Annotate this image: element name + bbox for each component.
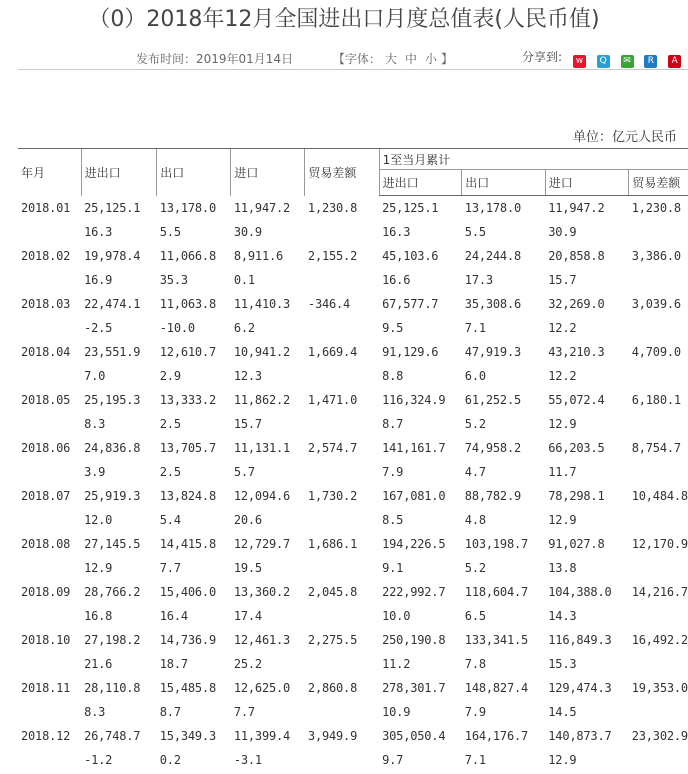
cum-balance-cell: 12,170.9: [631, 537, 688, 551]
cum-total-growth-cell: 10.0: [382, 609, 411, 623]
total-cell: 28,766.2: [84, 585, 141, 599]
balance-cell: -346.4: [307, 297, 351, 311]
import-cell: 10,941.2: [233, 345, 291, 359]
cum-export-growth-cell: 4.8: [464, 513, 486, 527]
share-bar: [522, 48, 681, 68]
import-growth-cell: 17.4: [233, 609, 262, 623]
cum-import-growth-cell: 15.7: [548, 273, 577, 287]
cum-import-cell: 91,027.8: [548, 537, 605, 551]
import-cell: 12,729.7: [233, 537, 291, 551]
cum-balance-cell: 3,386.0: [631, 249, 681, 263]
balance-cell: 2,860.8: [307, 681, 358, 695]
balance-cell: 1,669.4: [307, 345, 358, 359]
cum-export-growth-cell: 6.0: [464, 369, 486, 383]
cum-balance-cell: 4,709.0: [631, 345, 681, 359]
import-growth-cell: 20.6: [233, 513, 262, 527]
cum-import-growth-cell: 12.9: [548, 513, 577, 527]
cum-export-cell: 13,178.0: [464, 201, 521, 215]
export-growth-cell: 2.5: [159, 465, 181, 479]
cum-import-cell: 43,210.3: [548, 345, 605, 359]
cum-export-growth-cell: 5.5: [464, 225, 486, 239]
wechat-icon[interactable]: ✉: [621, 55, 634, 68]
cum-total-cell: 141,161.7: [382, 441, 446, 455]
import-growth-cell: -3.1: [233, 753, 262, 767]
export-growth-cell: 35.3: [159, 273, 188, 287]
cum-total-cell: 167,081.0: [382, 489, 446, 503]
cum-export-cell: 88,782.9: [464, 489, 521, 503]
total-growth-cell: 12.9: [84, 561, 113, 575]
table-row: [18, 340, 688, 364]
total-cell: 27,145.5: [84, 537, 141, 551]
total-cell: 26,748.7: [84, 729, 141, 743]
total-growth-cell: 16.9: [84, 273, 113, 287]
export-growth-cell: 8.7: [159, 705, 181, 719]
cum-import-growth-cell: 14.3: [548, 609, 577, 623]
total-cell: 25,919.3: [84, 489, 141, 503]
cum-import-cell: 116,849.3: [548, 633, 612, 647]
unit-label: 单位：亿元人民币: [573, 130, 678, 145]
cum-total-growth-cell: 16.6: [382, 273, 411, 287]
export-growth-cell: 0.2: [159, 753, 181, 767]
table-row: [18, 436, 688, 460]
font-size-small-link[interactable]: 小: [424, 52, 437, 66]
header-month: 年月: [18, 149, 81, 196]
header-row-1: [18, 149, 688, 170]
publish-date: 发布时间：2019年01月14日: [136, 52, 294, 66]
total-growth-cell: 12.0: [84, 513, 113, 527]
balance-cell: 3,949.9: [307, 729, 358, 743]
cum-balance-cell: 8,754.7: [631, 441, 681, 455]
cum-import-growth-cell: 12.2: [548, 369, 577, 383]
total-growth-cell: 8.3: [84, 417, 106, 431]
import-cell: 12,625.0: [233, 681, 291, 695]
import-cell: 11,862.2: [233, 393, 291, 407]
import-cell: 11,947.2: [233, 200, 291, 215]
total-growth-cell: 3.9: [84, 465, 106, 479]
font-size-large-link[interactable]: 大: [384, 52, 397, 66]
table-body: [18, 196, 688, 773]
import-growth-cell: 5.7: [233, 465, 255, 479]
table-row: [18, 676, 688, 700]
cum-export-growth-cell: 7.8: [464, 657, 486, 671]
balance-cell: 2,275.5: [307, 633, 358, 647]
cum-total-cell: 194,226.5: [382, 537, 446, 551]
export-growth-cell: 2.5: [159, 417, 181, 431]
export-cell: 13,333.2: [159, 393, 216, 407]
export-cell: 14,736.9: [159, 633, 216, 647]
total-cell: 23,551.9: [84, 345, 141, 359]
export-cell: 11,066.8: [159, 249, 216, 263]
cum-import-cell: 78,298.1: [548, 489, 605, 503]
article-meta: [136, 50, 453, 67]
cum-total-growth-cell: 9.1: [382, 561, 404, 575]
header-cum-balance: 贸易差额: [629, 170, 688, 196]
export-growth-cell: -10.0: [159, 321, 195, 335]
total-cell: 25,125.1: [84, 200, 141, 215]
total-growth-cell: 7.0: [84, 369, 106, 383]
export-cell: 15,349.3: [159, 729, 216, 743]
balance-cell: 1,230.8: [307, 200, 358, 215]
cum-export-growth-cell: 6.5: [464, 609, 486, 623]
cum-import-growth-cell: 30.9: [548, 225, 577, 239]
cum-export-growth-cell: 7.1: [464, 321, 486, 335]
month-cell: 2018.12: [21, 729, 71, 743]
total-cell: 27,198.2: [84, 633, 141, 647]
total-growth-cell: 21.6: [84, 657, 113, 671]
cum-total-cell: 116,324.9: [382, 393, 446, 407]
header-cum-total: 进出口: [379, 170, 462, 196]
balance-cell: 1,730.2: [307, 489, 358, 503]
month-cell: 2018.02: [21, 249, 71, 263]
cum-total-cell: 222,992.7: [382, 585, 446, 599]
cum-import-cell: 20,858.8: [548, 249, 605, 263]
cum-export-cell: 24,244.8: [464, 249, 521, 263]
cum-export-cell: 74,958.2: [464, 441, 521, 455]
export-cell: 11,063.8: [159, 297, 216, 311]
month-cell: 2018.08: [21, 537, 71, 551]
month-cell: 2018.10: [21, 633, 71, 647]
cum-export-cell: 164,176.7: [464, 729, 529, 743]
import-cell: 11,131.1: [233, 441, 291, 455]
export-growth-cell: 7.7: [159, 561, 181, 575]
cum-export-cell: 118,604.7: [464, 585, 529, 599]
page-title: （0）2018年12月全国进出口月度总值表(人民币值): [88, 7, 600, 32]
export-cell: 13,824.8: [159, 489, 216, 503]
month-cell: 2018.11: [21, 681, 71, 695]
table-row: [18, 532, 688, 556]
import-growth-cell: 19.5: [233, 561, 262, 575]
table-row: [18, 628, 688, 652]
total-growth-cell: 8.3: [84, 705, 106, 719]
import-growth-cell: 0.1: [233, 273, 255, 287]
cum-import-cell: 66,203.5: [548, 441, 605, 455]
cum-balance-cell: 23,302.9: [631, 729, 688, 743]
import-growth-cell: 30.9: [233, 225, 262, 239]
cum-balance-cell: 6,180.1: [631, 393, 681, 407]
cum-total-cell: 305,050.4: [382, 729, 446, 743]
cum-import-cell: 140,873.7: [548, 729, 612, 743]
header-cumulative: 1至当月累计: [379, 149, 688, 170]
import-growth-cell: 7.7: [233, 705, 255, 719]
export-growth-cell: 2.9: [159, 369, 181, 383]
cum-import-cell: 32,269.0: [548, 297, 605, 311]
export-growth-cell: 5.4: [159, 513, 181, 527]
font-size-medium-link[interactable]: 中: [404, 52, 417, 66]
export-growth-cell: 16.4: [159, 609, 188, 623]
font-size-suffix: 】: [440, 52, 453, 66]
month-cell: 2018.03: [21, 297, 71, 311]
total-growth-cell: -2.5: [84, 321, 113, 335]
cum-total-growth-cell: 10.9: [382, 705, 411, 719]
import-growth-cell: 6.2: [233, 321, 255, 335]
month-cell: 2018.05: [21, 393, 71, 407]
import-growth-cell: 15.7: [233, 417, 262, 431]
cum-import-cell: 104,388.0: [548, 585, 612, 599]
cum-balance-cell: 10,484.8: [631, 489, 688, 503]
table-row: [18, 292, 688, 316]
cum-total-growth-cell: 16.3: [382, 225, 411, 239]
total-cell: 25,195.3: [84, 393, 141, 407]
cum-balance-cell: 16,492.2: [631, 633, 688, 647]
cum-total-cell: 67,577.7: [382, 297, 439, 311]
cum-balance-cell: 3,039.6: [631, 297, 681, 311]
share-label: 分享到:: [522, 50, 563, 64]
total-growth-cell: 16.3: [84, 225, 113, 239]
cum-export-growth-cell: 5.2: [464, 561, 486, 575]
import-cell: 11,399.4: [233, 729, 291, 743]
cum-balance-cell: 14,216.7: [631, 585, 688, 599]
export-growth-cell: 5.5: [159, 225, 181, 239]
cum-export-growth-cell: 4.7: [464, 465, 486, 479]
month-cell: 2018.06: [21, 441, 71, 455]
export-cell: 15,406.0: [159, 585, 216, 599]
total-cell: 19,978.4: [84, 249, 141, 263]
header-divider: [18, 69, 688, 70]
import-cell: 12,094.6: [233, 489, 291, 503]
total-cell: 22,474.1: [84, 297, 141, 311]
export-growth-cell: 18.7: [159, 657, 188, 671]
cum-import-cell: 11,947.2: [548, 201, 605, 215]
table-row: [18, 724, 688, 748]
cum-export-cell: 61,252.5: [464, 393, 521, 407]
cum-total-growth-cell: 8.7: [382, 417, 404, 431]
balance-cell: 1,471.0: [307, 393, 358, 407]
balance-cell: 2,574.7: [307, 441, 358, 455]
header-export: 出口: [157, 149, 231, 196]
cum-total-cell: 250,190.8: [382, 633, 446, 647]
cum-total-cell: 278,301.7: [382, 681, 446, 695]
header-total: 进出口: [81, 149, 157, 196]
import-cell: 13,360.2: [233, 585, 291, 599]
cum-export-cell: 47,919.3: [464, 345, 521, 359]
cum-import-growth-cell: 13.8: [548, 561, 577, 575]
month-cell: 2018.01: [21, 200, 71, 215]
header-balance: 贸易差额: [305, 149, 379, 196]
cum-total-growth-cell: 8.5: [382, 513, 404, 527]
table-row: [18, 244, 688, 268]
cum-total-growth-cell: 8.8: [382, 369, 404, 383]
table-row: [18, 388, 688, 412]
cum-total-cell: 25,125.1: [382, 201, 439, 215]
cum-total-growth-cell: 11.2: [382, 657, 411, 671]
cum-export-cell: 35,308.6: [464, 297, 521, 311]
cum-total-cell: 91,129.6: [382, 345, 439, 359]
import-growth-cell: 25.2: [233, 657, 262, 671]
cum-total-cell: 45,103.6: [382, 249, 439, 263]
balance-cell: 1,686.1: [307, 537, 358, 551]
total-growth-cell: 16.8: [84, 609, 113, 623]
table-row: [18, 484, 688, 508]
qzone-icon[interactable]: Q: [597, 55, 610, 68]
cum-export-growth-cell: 7.1: [464, 753, 486, 767]
cum-export-growth-cell: 5.2: [464, 417, 486, 431]
balance-cell: 2,155.2: [307, 249, 358, 263]
font-size-switcher: [333, 52, 453, 66]
import-cell: 12,461.3: [233, 633, 291, 647]
cum-export-cell: 148,827.4: [464, 681, 529, 695]
weibo-icon[interactable]: w: [573, 55, 586, 68]
total-cell: 28,110.8: [84, 681, 141, 695]
cum-import-cell: 129,474.3: [548, 681, 612, 695]
cum-export-growth-cell: 7.9: [464, 705, 486, 719]
cum-total-growth-cell: 7.9: [382, 465, 404, 479]
cum-import-growth-cell: 12.9: [548, 753, 577, 767]
import-growth-cell: 12.3: [233, 369, 262, 383]
total-growth-cell: -1.2: [84, 753, 113, 767]
header-cum-import: 进口: [545, 170, 628, 196]
cum-total-growth-cell: 9.5: [382, 321, 404, 335]
cum-export-cell: 103,198.7: [464, 537, 529, 551]
cum-import-growth-cell: 14.5: [548, 705, 577, 719]
cum-total-growth-cell: 9.7: [382, 753, 404, 767]
cum-import-growth-cell: 12.9: [548, 417, 577, 431]
cum-import-cell: 55,072.4: [548, 393, 605, 407]
month-cell: 2018.04: [21, 345, 71, 359]
trade-table: [18, 148, 688, 772]
month-cell: 2018.09: [21, 585, 71, 599]
export-cell: 14,415.8: [159, 537, 216, 551]
balance-cell: 2,045.8: [307, 585, 358, 599]
cum-import-growth-cell: 15.3: [548, 657, 577, 671]
cum-balance-cell: 19,353.0: [631, 681, 688, 695]
month-cell: 2018.07: [21, 489, 71, 503]
cum-export-cell: 133,341.5: [464, 633, 529, 647]
export-cell: 15,485.8: [159, 681, 216, 695]
import-cell: 8,911.6: [233, 249, 284, 263]
cum-import-growth-cell: 11.7: [548, 465, 577, 479]
export-cell: 12,610.7: [159, 345, 216, 359]
import-cell: 11,410.3: [233, 297, 291, 311]
table-row: [18, 196, 688, 221]
font-size-prefix: 【字体：: [332, 52, 381, 66]
export-cell: 13,178.0: [159, 200, 216, 215]
renren-icon[interactable]: R: [644, 55, 657, 68]
cum-import-growth-cell: 12.2: [548, 321, 577, 335]
cum-export-growth-cell: 17.3: [464, 273, 493, 287]
pdf-icon[interactable]: A: [668, 55, 681, 68]
export-cell: 13,705.7: [159, 441, 216, 455]
table-row: [18, 580, 688, 604]
total-cell: 24,836.8: [84, 441, 141, 455]
header-cum-export: 出口: [462, 170, 545, 196]
header-import: 进口: [231, 149, 305, 196]
cum-balance-cell: 1,230.8: [631, 201, 681, 215]
